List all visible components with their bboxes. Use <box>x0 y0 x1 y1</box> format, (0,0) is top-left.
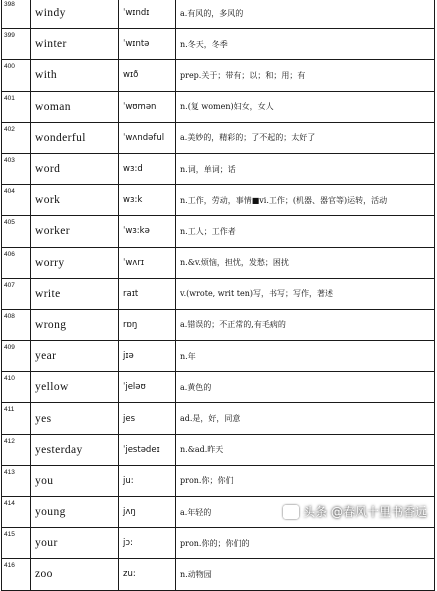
table-row <box>2 403 435 434</box>
entry-phonetic: ˈwʌrɪ <box>119 247 176 278</box>
entry-number: 414 <box>2 497 31 528</box>
table-row <box>2 341 435 372</box>
table-row <box>2 559 435 590</box>
entry-number: 413 <box>2 465 31 496</box>
entry-phonetic: wɜ:k <box>119 185 176 216</box>
table-row <box>2 0 435 29</box>
watermark <box>283 503 427 520</box>
entry-number: 409 <box>2 341 31 372</box>
entry-phonetic: ˈwɪntə <box>119 29 176 60</box>
entry-word: wonderful <box>31 122 119 153</box>
entry-definition: n.年 <box>176 341 435 372</box>
entry-word: yesterday <box>31 434 119 465</box>
entry-definition: n.动物园 <box>176 559 435 590</box>
table-row <box>2 122 435 153</box>
entry-number: 415 <box>2 528 31 559</box>
table-row <box>2 29 435 60</box>
entry-definition: ad.是，好，同意 <box>176 403 435 434</box>
table-row <box>2 185 435 216</box>
entry-number: 400 <box>2 60 31 91</box>
entry-phonetic: ˈwʌndəful <box>119 122 176 153</box>
entry-word: worry <box>31 247 119 278</box>
table-row <box>2 153 435 184</box>
entry-word: winter <box>31 29 119 60</box>
table-row <box>2 247 435 278</box>
entry-phonetic: rɒŋ <box>119 309 176 340</box>
entry-definition: prep.关于；带有；以；和；用；有 <box>176 60 435 91</box>
entry-definition: pron.你的；你们的 <box>176 528 435 559</box>
vocabulary-table-body <box>2 0 435 590</box>
entry-word: with <box>31 60 119 91</box>
entry-word: worker <box>31 216 119 247</box>
entry-phonetic: ju: <box>119 465 176 496</box>
entry-number: 398 <box>2 0 31 29</box>
entry-number: 416 <box>2 559 31 590</box>
entry-number: 401 <box>2 91 31 122</box>
entry-number: 406 <box>2 247 31 278</box>
entry-phonetic: jɪə <box>119 341 176 372</box>
entry-phonetic: ˈwɪndɪ <box>119 0 176 29</box>
entry-number: 404 <box>2 185 31 216</box>
entry-number: 399 <box>2 29 31 60</box>
entry-word: young <box>31 497 119 528</box>
entry-definition: a.美妙的，精彩的；了不起的；太好了 <box>176 122 435 153</box>
entry-word: wrong <box>31 309 119 340</box>
entry-word: word <box>31 153 119 184</box>
entry-word: your <box>31 528 119 559</box>
entry-phonetic: jʌŋ <box>119 497 176 528</box>
entry-number: 412 <box>2 434 31 465</box>
entry-definition: a.黄色的 <box>176 372 435 403</box>
table-row <box>2 309 435 340</box>
entry-word: write <box>31 278 119 309</box>
entry-number: 407 <box>2 278 31 309</box>
entry-phonetic: ˈjeləʊ <box>119 372 176 403</box>
entry-number: 411 <box>2 403 31 434</box>
entry-definition: a.年轻的 <box>176 497 435 528</box>
entry-phonetic: ˈwɜ:kə <box>119 216 176 247</box>
entry-word: yellow <box>31 372 119 403</box>
table-row <box>2 60 435 91</box>
entry-phonetic: ˈjestədeɪ <box>119 434 176 465</box>
table-row <box>2 216 435 247</box>
entry-word: work <box>31 185 119 216</box>
table-row <box>2 278 435 309</box>
entry-phonetic: wɪð <box>119 60 176 91</box>
entry-number: 403 <box>2 153 31 184</box>
entry-definition: n.工人；工作者 <box>176 216 435 247</box>
entry-number: 410 <box>2 372 31 403</box>
table-row <box>2 91 435 122</box>
entry-definition: n.词，单词；话 <box>176 153 435 184</box>
entry-definition: a.有风的，多风的 <box>176 0 435 29</box>
entry-number: 408 <box>2 309 31 340</box>
entry-definition: n.(复 women)妇女，女人 <box>176 91 435 122</box>
table-row <box>2 465 435 496</box>
entry-number: 402 <box>2 122 31 153</box>
entry-definition: pron.你；你们 <box>176 465 435 496</box>
table-row <box>2 434 435 465</box>
entry-word: yes <box>31 403 119 434</box>
entry-phonetic: jes <box>119 403 176 434</box>
entry-definition: n.冬天，冬季 <box>176 29 435 60</box>
entry-phonetic: jɔ: <box>119 528 176 559</box>
entry-definition: a.错误的；不正常的,有毛病的 <box>176 309 435 340</box>
table-row <box>2 372 435 403</box>
entry-definition: n.&v.烦恼，担忧，发愁；困扰 <box>176 247 435 278</box>
entry-word: you <box>31 465 119 496</box>
entry-word: year <box>31 341 119 372</box>
vocabulary-table <box>1 0 435 591</box>
entry-phonetic: raɪt <box>119 278 176 309</box>
entry-number: 405 <box>2 216 31 247</box>
entry-phonetic: wɜ:d <box>119 153 176 184</box>
entry-word: woman <box>31 91 119 122</box>
entry-definition: n.工作，劳动，事情■vi.工作；(机器、器官等)运转，活动 <box>176 185 435 216</box>
entry-phonetic: ˈwʊmən <box>119 91 176 122</box>
entry-definition: n.&ad.昨天 <box>176 434 435 465</box>
entry-definition: v.(wrote, writ ten)写，书写；写作，著述 <box>176 278 435 309</box>
entry-phonetic: zu: <box>119 559 176 590</box>
toutiao-logo-icon <box>283 505 299 519</box>
table-row <box>2 528 435 559</box>
watermark-text: 头条 @春风十里书香远 <box>303 505 427 519</box>
entry-word: windy <box>31 0 119 29</box>
entry-word: zoo <box>31 559 119 590</box>
